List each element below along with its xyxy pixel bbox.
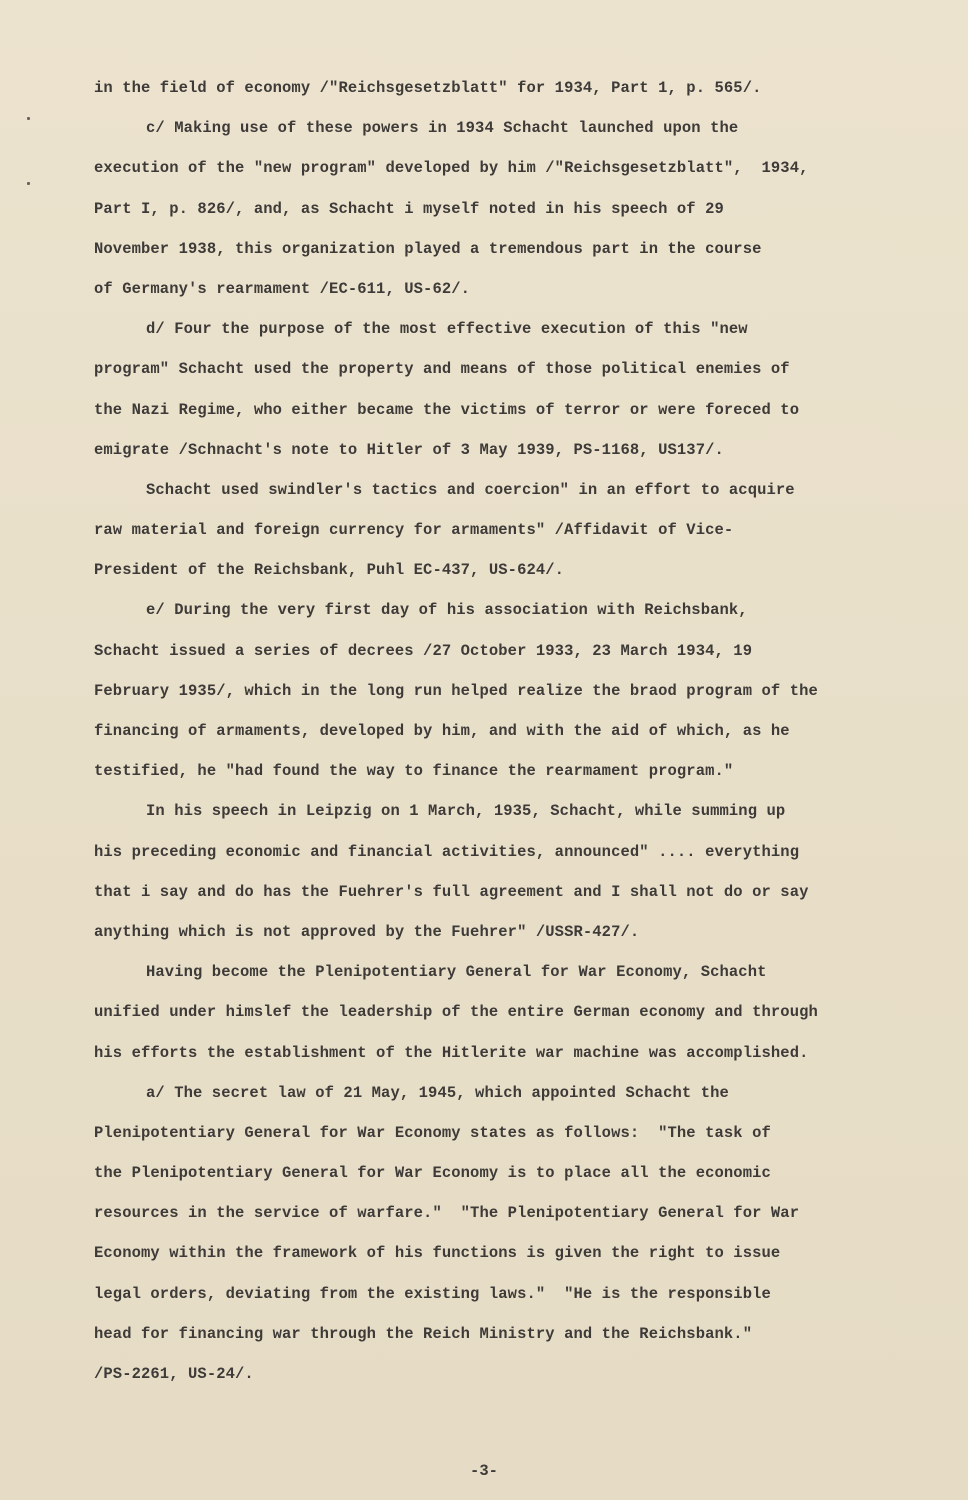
text-line: program" Schacht used the property and means of those political enemies of [94, 360, 790, 379]
text-line: of Germany's rearmament /EC-611, US-62/. [94, 279, 471, 298]
margin-speck [27, 117, 30, 120]
text-line: emigrate /Schnacht's note to Hitler of 3 May 1939, PS-1168, US137/. [94, 440, 724, 459]
text-line: Having become the Plenipotentiary General for War Economy, Schacht [146, 963, 767, 982]
text-line: his preceding economic and financial activities, announced" .... everything [94, 842, 800, 861]
text-line: anything which is not approved by the Fuehrer" /USSR-427/. [94, 922, 640, 941]
text-line: raw material and foreign currency for armaments" /Affidavit of Vice- [94, 521, 734, 540]
text-line: /PS-2261, US-24/. [94, 1365, 254, 1383]
text-line: a/ The secret law of 21 May, 1945, which appointed Schacht the [146, 1083, 729, 1102]
text-line: e/ During the very first day of his association with Reichsbank, [146, 601, 748, 620]
text-line: November 1938, this organization played a tremendous part in the course [94, 239, 762, 258]
text-line: that i say and do has the Fuehrer's full agreement and I shall not do or say [94, 882, 809, 901]
page-number: -3- [470, 1462, 498, 1480]
text-line: In his speech in Leipzig on 1 March, 1935, Schacht, while summing up [146, 802, 786, 821]
text-line: Part I, p. 826/, and, as Schacht i myself noted in his speech of 29 [94, 199, 724, 218]
text-line: Schacht issued a series of decrees /27 October 1933, 23 March 1934, 19 [94, 641, 753, 660]
text-line: financing of armaments, developed by him, and with the aid of which, as he [94, 722, 790, 740]
text-line: Schacht used swindler's tactics and coercion" in an effort to acquire [146, 480, 795, 499]
text-line: legal orders, deviating from the existing laws." "He is the responsible [94, 1284, 771, 1303]
text-line: in the field of economy /"Reichsgesetzblatt" for 1934, Part 1, p. 565/. [94, 79, 762, 97]
text-line: the Nazi Regime, who either became the victims of terror or were foreced to [94, 400, 800, 419]
text-line: resources in the service of warfare." "The Plenipotentiary General for War [94, 1204, 800, 1223]
text-line: c/ Making use of these powers in 1934 Schacht launched upon the [146, 119, 739, 138]
margin-speck [27, 182, 30, 185]
text-line: unified under himslef the leadership of the entire German economy and through [94, 1003, 818, 1022]
text-line: February 1935/, which in the long run helped realize the braod program of the [94, 681, 818, 700]
text-line: Plenipotentiary General for War Economy states as follows: "The task of [94, 1123, 771, 1142]
text-line: Economy within the framework of his functions is given the right to issue [94, 1244, 781, 1263]
text-line: execution of the "new program" developed by him /"Reichsgesetzblatt", 1934, [94, 159, 809, 178]
text-line: President of the Reichsbank, Puhl EC-437, US-624/. [94, 561, 565, 580]
text-line: head for financing war through the Reich Ministry and the Reichsbank." [94, 1324, 753, 1343]
text-line: d/ Four the purpose of the most effective execution of this "new [146, 320, 748, 339]
text-line: the Plenipotentiary General for War Economy is to place all the economic [94, 1164, 771, 1183]
text-line: his efforts the establishment of the Hitlerite war machine was accomplished. [94, 1043, 809, 1062]
text-line: testified, he "had found the way to finance the rearmament program." [94, 762, 734, 781]
document-body [94, 68, 884, 1394]
